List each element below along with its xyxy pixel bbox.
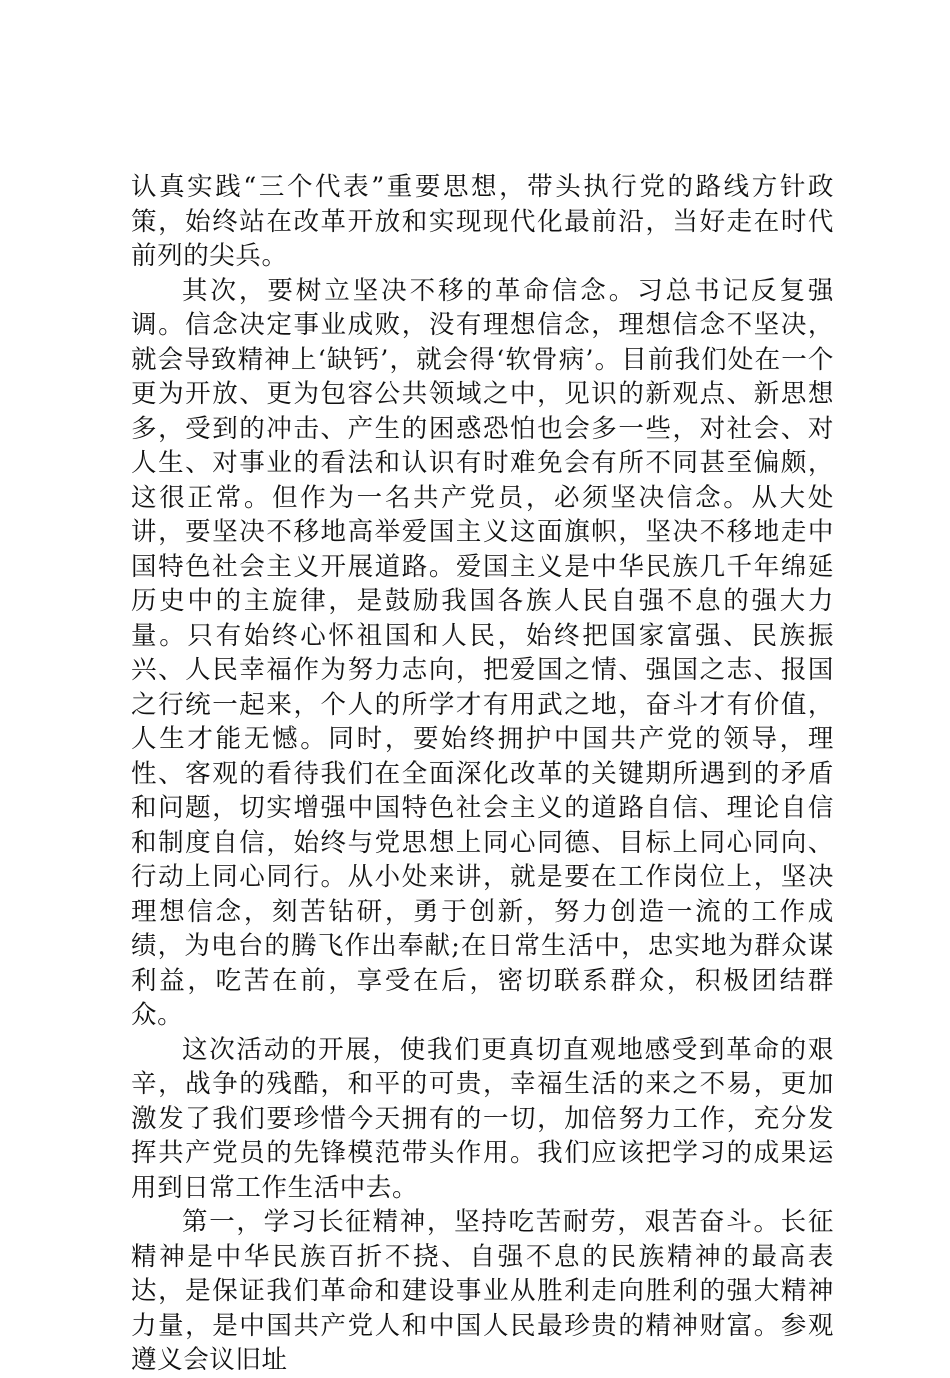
paragraph-1: 认真实践“三个代表”重要思想，带头执行党的路线方针政策，始终站在改革开放和实现现代化最前沿，当好走在时代前列的尖兵。 xyxy=(131,172,834,271)
paragraph-4: 第一，学习长征精神，坚持吃苦耐劳，艰苦奋斗。长征精神是中华民族百折不挠、自强不息的民族精神的最高表达，是保证我们革命和建设事业从胜利走向胜利的强大精神力量，是中国共产党人和中国人民最珍贵的精神财富。参观遵义会议旧址 xyxy=(131,1207,834,1375)
paragraph-2: 其次，要树立坚决不移的革命信念。习总书记反复强调。信念决定事业成败，没有理想信念，理想信念不坚决，就会导致精神上‘缺钙’，就会得‘软骨病’。目前我们处在一个更为开放、更为包容公共领域之中，见识的新观点、新思想多，受到的冲击、产生的困惑恐怕也会多一些，对社会、对人生、对事业的看法和认识有时难免会有所不同甚至偏颇，这很正常。但作为一名共产党员，必须坚决信念。从大处讲，要坚决不移地高举爱国主义这面旗帜，坚决不移地走中国特色社会主义开展道路。爱国主义是中华民族几千年绵延历史中的主旋律，是鼓励我国各族人民自强不息的强大力量。只有始终心怀祖国和人民，始终把国家富强、民族振兴、人民幸福作为努力志向，把爱国之情、强国之志、报国之行统一起来，个人的所学才有用武之地，奋斗才有价值，人生才能无憾。同时，要始终拥护中国共产党的领导，理性、客观的看待我们在全面深化改革的关键期所遇到的矛盾和问题，切实增强中国特色社会主义的道路自信、理论自信和制度自信，始终与党思想上同心同德、目标上同心同向、行动上同心同行。从小处来讲，就是要在工作岗位上，坚决理想信念，刻苦钻研，勇于创新，努力创造一流的工作成绩，为电台的腾飞作出奉献;在日常生活中，忠实地为群众谋利益，吃苦在前，享受在后，密切联系群众，积极团结群众。 xyxy=(131,275,834,1030)
paragraph-3: 这次活动的开展，使我们更真切直观地感受到革命的艰辛，战争的残酷，和平的可贵，幸福生活的来之不易，更加激发了我们要珍惜今天拥有的一切，加倍努力工作，充分发挥共产党员的先锋模范带头作用。我们应该把学习的成果运用到日常工作生活中去。 xyxy=(131,1034,834,1203)
document-page xyxy=(131,170,834,1378)
